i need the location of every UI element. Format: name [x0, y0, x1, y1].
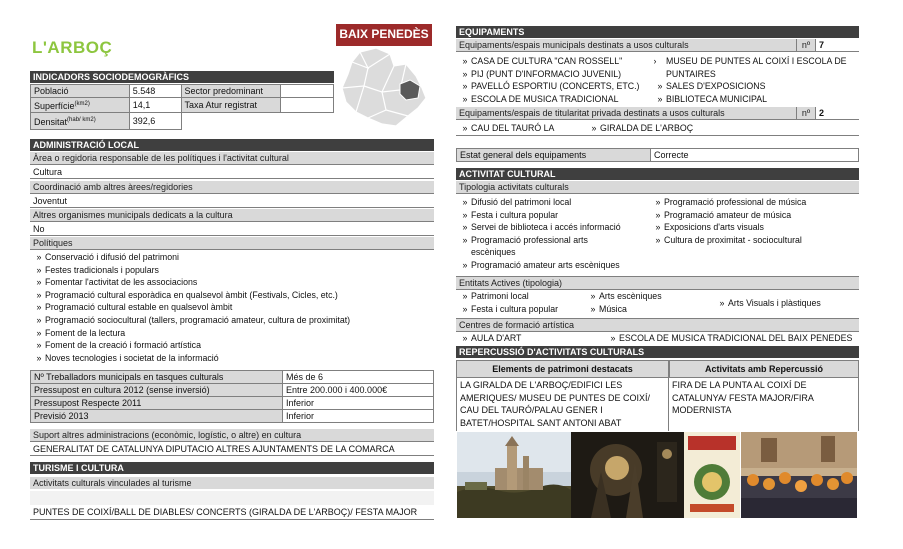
list-item: » Programació professional arts	[459, 234, 656, 247]
support-label: Suport altres administracions (econòmic, logístic, o altre) en cultura	[30, 429, 434, 442]
sector-label: Sector predominant	[181, 85, 281, 98]
list-item: » ESCOLA DE MUSICA TRADICIONAL DEL BAIX PENEDES	[607, 332, 859, 345]
policies-label: Polítiques	[30, 237, 434, 250]
list-item: » Arts escèniques	[587, 290, 707, 303]
density-label: Densitat$^{(hab/ km2)}$	[31, 113, 130, 130]
private-equipment-label: Equipaments/espais de titularitat privada destinats a usos culturals	[456, 107, 797, 120]
budget-table	[30, 370, 434, 423]
list-item: » Programació amateur arts escèniques	[459, 259, 656, 272]
list-item: » PIJ (PUNT D'INFORMACIO JUVENIL)	[459, 68, 656, 81]
list-item: » CASA DE CULTURA "CAN ROSSELL"	[459, 55, 656, 68]
activities-text: FIRA DE LA PUNTA AL COIXÍ DE CATALUNYA/ FESTA MAJOR/FIRA MODERNISTA	[669, 376, 859, 431]
giralda-photo	[457, 432, 571, 518]
population-label: Població	[31, 85, 130, 98]
unemployment-label: Taxa Atur registrat	[181, 98, 281, 113]
policies-list	[30, 251, 434, 364]
list-item: » SALES D'EXPOSICIONS	[654, 80, 859, 93]
private-count-label: nº	[797, 107, 816, 120]
tourism-heading: TURISME I CULTURA	[30, 462, 434, 474]
list-item: » Fomentar l'activitat de les associacions	[33, 276, 434, 289]
list-item: » Exposicions d'arts visuals	[652, 221, 859, 234]
training-centres-label: Centres de formació artística	[456, 318, 859, 332]
density-value: 392,6	[129, 113, 181, 130]
list-item: » CAU DEL TAURÓ LA	[459, 122, 589, 135]
heritage-text: LA GIRALDA DE L'ARBOÇ/EDIFICI LES AMERIQUES/ MUSEU DE PUNTES DE COIXÍ/ CAU DEL TAURÓ/PALAU GENER I BATET/HOSPITAL SANT ANTONI ABAT	[456, 376, 669, 431]
entities-label: Entitats Actives (tipologia)	[456, 276, 859, 290]
tourism-value: PUNTES DE COIXÍ/BALL DE DIABLES/ CONCERTS (GIRALDA DE L'ARBOÇ)/ FESTA MAJOR	[30, 505, 434, 520]
admin-heading: ADMINISTRACIÓ LOCAL	[30, 139, 434, 151]
support-value: GENERALITAT DE CATALUNYA DIPUTACIO ALTRES AJUNTAMENTS DE LA COMARCA	[30, 443, 434, 456]
surface-value: 14,1	[129, 98, 181, 113]
demographics-heading: INDICADORS SOCIODEMOGRÀFICS	[30, 71, 334, 83]
list-item: » BIBLIOTECA MUNICIPAL	[654, 93, 859, 106]
forecast-2013-value: Inferior	[283, 410, 434, 423]
equipment-heading: EQUIPAMENTS	[456, 26, 859, 38]
list-item: » Programació professional de música	[652, 196, 859, 209]
list-item: » Difusió del patrimoni local	[459, 196, 656, 209]
region-badge: BAIX PENEDÈS	[336, 24, 432, 46]
divider	[456, 135, 859, 136]
list-item: » Cultura de proximitat - sociocultural	[652, 234, 859, 247]
area-label: Àrea o regidoria responsable de les polítiques i l'activitat cultural	[30, 152, 434, 165]
list-item: » Festa i cultura popular	[459, 209, 656, 222]
heritage-header: Elements de patrimoni destacats	[456, 360, 669, 378]
private-count-value: 2	[816, 107, 859, 120]
region-map	[338, 46, 434, 128]
municipal-equipment-label: Equipaments/espais municipals destinats a usos culturals	[456, 39, 797, 52]
demographics-table	[30, 84, 334, 130]
town-title: L'ARBOÇ	[32, 38, 113, 57]
activities-header: Activitats amb Repercussió	[669, 360, 859, 378]
list-item: » Arts Visuals i plàstiques	[716, 297, 859, 310]
tourism-label: Activitats culturals vinculades al turisme	[30, 477, 434, 489]
forecast-2013-label: Previsió 2013	[31, 410, 283, 423]
budget-label: Pressupost en cultura 2012 (sense inversió)	[31, 384, 283, 397]
fair-poster-photo	[684, 432, 740, 518]
entities-list-3	[716, 297, 859, 310]
list-item: » AULA D'ART	[459, 332, 599, 345]
list-item: » Programació cultural esporàdica en qualsevol àmbit (Festivals, Cicles, etc.)	[33, 289, 434, 302]
list-item: » ESCOLA DE MUSICA TRADICIONAL	[459, 93, 656, 106]
budget-vs-2011-label: Pressupost Respecte 2011	[31, 397, 283, 410]
municipal-count-value: 7	[816, 39, 859, 52]
typology-list-2	[652, 196, 859, 246]
entities-list-1	[456, 290, 586, 315]
equipment-state-value: Correcte	[651, 149, 859, 162]
list-item: » Festa i cultura popular	[459, 303, 586, 316]
workers-label: Nº Treballadors municipals en tasques culturals	[31, 371, 283, 384]
list-item: » Programació amateur de música	[652, 209, 859, 222]
list-item: » Festes tradicionals i populars	[33, 264, 434, 277]
other-bodies-value: No	[30, 223, 434, 236]
list-item: » Conservació i difusió del patrimoni	[33, 251, 434, 264]
list-item: » Programació cultural estable en qualsevol àmbit	[33, 301, 434, 314]
municipal-equipment-list-2	[654, 55, 859, 105]
population-value: 5.548	[129, 85, 181, 98]
list-item: » Servei de biblioteca i accés informació	[459, 221, 656, 234]
list-item: » Foment de la creació i formació artística	[33, 339, 434, 352]
tourism-spacer	[30, 491, 434, 505]
area-value: Cultura	[30, 166, 434, 179]
list-item: » PAVELLÓ ESPORTIU (CONCERTS, ETC.)	[459, 80, 656, 93]
list-item: » Programació sociocultural (tallers, programació amateur, cultura de proximitat)	[33, 314, 434, 327]
festival-photo	[741, 432, 857, 518]
other-bodies-label: Altres organismes municipals dedicats a la cultura	[30, 209, 434, 222]
list-item: » Foment de la lectura	[33, 327, 434, 340]
list-item: » GIRALDA DE L'ARBOÇ	[588, 122, 738, 135]
budget-vs-2011-value: Inferior	[283, 397, 434, 410]
unemployment-value	[281, 98, 334, 113]
entities-list-2	[587, 290, 707, 315]
list-item: » MUSEU DE PUNTES AL COIXÍ I ESCOLA DE PUNTAIRES	[654, 55, 859, 80]
list-item: » Noves tecnologies i societat de la informació	[33, 352, 434, 365]
activity-heading: ACTIVITAT CULTURAL	[456, 168, 859, 180]
workers-value: Més de 6	[283, 371, 434, 384]
municipal-count-label: nº	[797, 39, 816, 52]
typology-list-1	[456, 196, 656, 272]
ball-de-diables-photo	[571, 432, 684, 518]
sector-value	[281, 85, 334, 98]
list-item: » Música	[587, 303, 707, 316]
coordination-value: Joventut	[30, 195, 434, 208]
coordination-label: Coordinació amb altres àrees/regidories	[30, 181, 434, 194]
surface-label: Superfície$^{(km2)}$	[31, 98, 130, 113]
budget-value: Entre 200.000 i 400.000€	[283, 384, 434, 397]
municipal-equipment-list-1	[456, 55, 656, 105]
impact-heading: REPERCUSSIÓ D'ACTIVITATS CULTURALS	[456, 346, 859, 358]
list-item-continuation: escèniques	[471, 247, 516, 258]
equipment-state-label: Estat general dels equipaments	[457, 149, 651, 162]
typology-label: Tipologia activitats culturals	[456, 181, 859, 194]
equipment-state-table	[456, 148, 859, 162]
list-item: » Patrimoni local	[459, 290, 586, 303]
